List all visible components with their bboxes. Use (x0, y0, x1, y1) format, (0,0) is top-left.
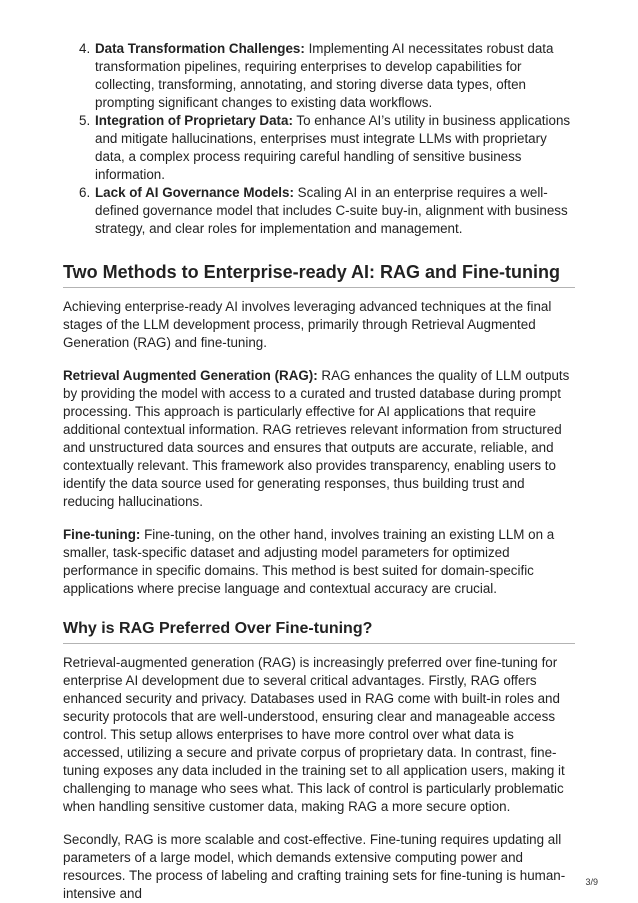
rag-text: RAG enhances the quality of LLM outputs by providing the model with access to a curated and trusted database during prompt processing. This approach is particularly effective for AI applications that require additional contextual information. RAG retrieves relevant information from structured and unstructured data sources and ensures that outputs are accurate, reliable, and contextually relevant. This framework also provides transparency, enabling users to identify the data source used for generating responses, thus building trust and reducing hallucinations. (63, 368, 570, 509)
list-item (79, 184, 575, 238)
section-heading-two-methods: Two Methods to Enterprise-ready AI: RAG and Fine-tuning (63, 260, 575, 288)
finetuning-text: Fine-tuning, on the other hand, involves training an existing LLM on a smaller, task-specific dataset and adjusting model parameters for optimized performance in specific domains. This method is best suited for domain-specific applications where precise language and contextual accuracy are crucial. (63, 527, 555, 596)
intro-paragraph: Achieving enterprise-ready AI involves leveraging advanced techniques at the final stages of the LLM development process, primarily through Retrieval Augmented Generation (RAG) and fine-tuning. (63, 299, 552, 350)
list-item-text: To enhance AI’s utility in business applications and mitigate hallucinations, enterprises must integrate LLMs with proprietary data, a complex process requiring careful handling of sensitive business information. (95, 113, 571, 182)
challenges-list (63, 40, 575, 238)
rag-title: Retrieval Augmented Generation (RAG): (63, 368, 318, 383)
finetuning-title: Fine-tuning: (63, 527, 141, 542)
finetuning-paragraph (63, 526, 575, 598)
list-number: 4. (79, 41, 91, 56)
list-item (79, 112, 575, 184)
list-item-text: Implementing AI necessitates robust data transformation pipelines, requiring enterprises to develop capabilities for collecting, transforming, annotating, and storing diverse data types, often prompting significant changes to existing data workflows. (95, 41, 554, 110)
list-item (79, 40, 575, 112)
list-item-title: Data Transformation Challenges: (95, 41, 305, 56)
document-page (63, 40, 575, 903)
why-rag-paragraph-1: Retrieval-augmented generation (RAG) is increasingly preferred over fine-tuning for enterprise AI development due to several critical advantages. Firstly, RAG offers enhanced security and privacy. Databases used in RAG come with built-in roles and security protocols that are well-understood, ensuring clear and manageable access control. This setup allows enterprises to have more control over what data is accessed, utilizing a secure and private corpus of proprietary data. In contrast, fine-tuning exposes any data included in the training set to all application users, making it challenging to manage who sees what. This lack of control is particularly problematic when handling sensitive customer data, making RAG a more secure option. (63, 655, 565, 814)
page-number: 3/9 (585, 877, 598, 887)
rag-paragraph (63, 367, 575, 511)
section-heading-why-rag: Why is RAG Preferred Over Fine-tuning? (63, 618, 575, 644)
list-item-title: Lack of AI Governance Models: (95, 185, 294, 200)
why-rag-paragraph-2: Secondly, RAG is more scalable and cost-effective. Fine-tuning requires updating all parameters of a large model, which demands extensive computing power and resources. The process of labeling and crafting training sets for fine-tuning is human-intensive and (63, 832, 566, 901)
list-number: 6. (79, 185, 91, 200)
list-item-title: Integration of Proprietary Data: (95, 113, 293, 128)
list-item-text: Scaling AI in an enterprise requires a well-defined governance model that includes C-suite buy-in, alignment with business strategy, and clear roles for implementation and management. (95, 185, 568, 236)
list-number: 5. (79, 113, 91, 128)
